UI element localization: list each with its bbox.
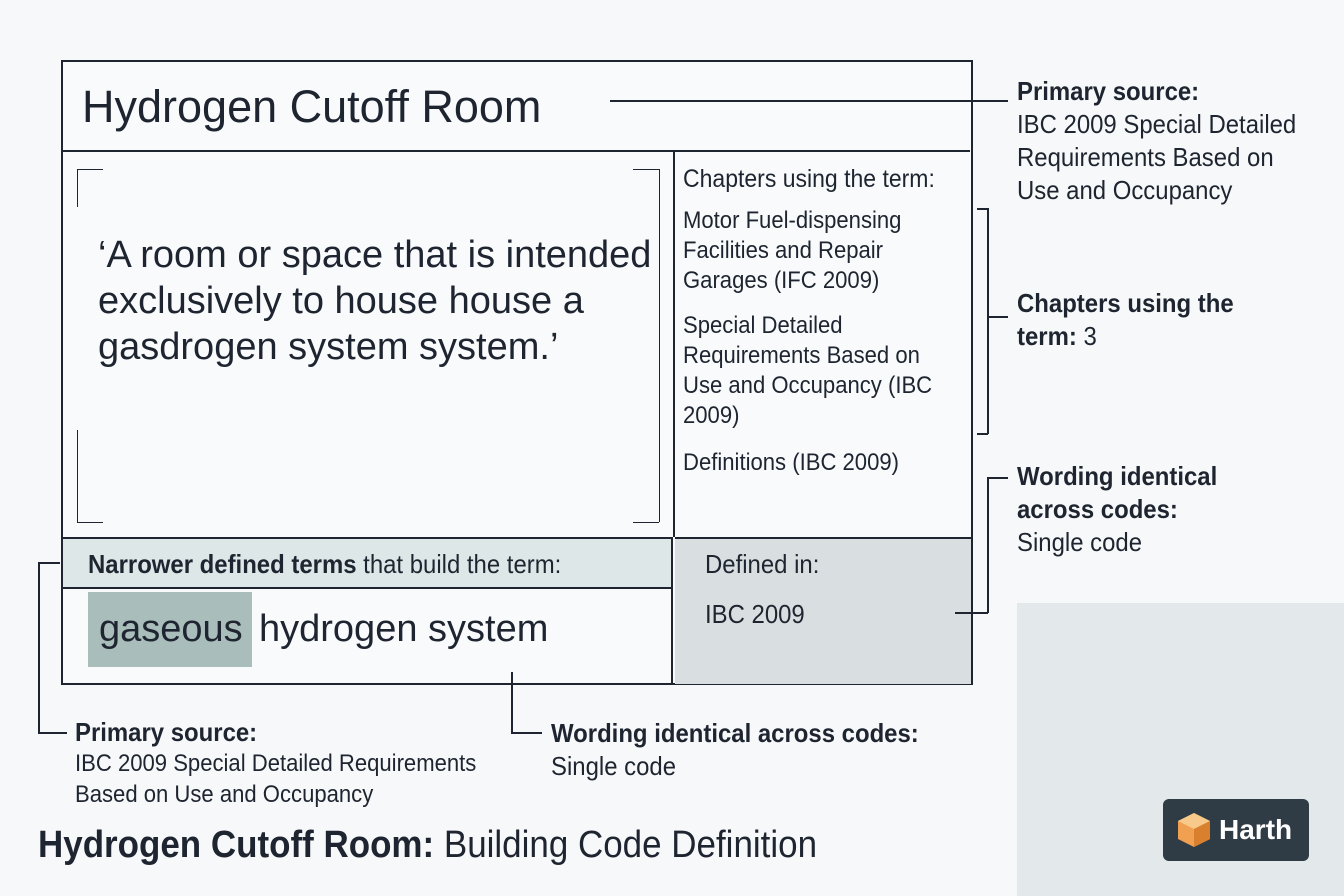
annotation-primary-source-bottom [75, 717, 476, 810]
bracket-top-right [633, 169, 659, 170]
chapters-label: Chapters using the term: [683, 165, 935, 193]
footer-caption [38, 823, 817, 867]
term-title: Hydrogen Cutoff Room [82, 81, 542, 132]
annotation-line: Requirements Based on [1017, 142, 1274, 172]
definition-card [61, 60, 973, 685]
connector-chapters-v [987, 208, 989, 434]
narrower-terms-label [63, 537, 673, 589]
narrower-terms-value [63, 589, 673, 684]
annotation-line: Use and Occupancy [1017, 175, 1233, 205]
connector-title [610, 100, 1008, 102]
annotation-primary-source-right [1017, 75, 1296, 207]
annotation-chapters-count [1017, 287, 1234, 353]
annotation-heading: across codes: [1017, 494, 1178, 524]
defined-in-cell [675, 537, 971, 684]
bracket-top-left [77, 169, 103, 170]
bracket-top-left-v [77, 169, 78, 207]
annotation-heading: Primary source: [75, 717, 258, 747]
definition-text: ‘A room or space that is intended exclusively to house house a gasdrogen system system.’ [98, 234, 652, 368]
annotation-wording-bottom [551, 717, 919, 783]
bracket-bottom-right-h [633, 522, 659, 523]
annotation-wording-right [1017, 460, 1217, 559]
annotation-heading: Wording identical [1017, 461, 1218, 491]
connector-chapters-out [987, 316, 1008, 318]
annotation-heading: term: [1017, 321, 1077, 351]
annotation-heading: Primary source: [1017, 76, 1200, 106]
bracket-top-right-v [659, 169, 660, 522]
chapter-item: Motor Fuel-dispensing Facilities and Repair Garages (IFC 2009) [683, 207, 902, 294]
annotation-heading: Wording identical across codes: [551, 718, 919, 748]
chapter-item: Definitions (IBC 2009) [683, 449, 899, 476]
annotation-value: Single code [1017, 527, 1143, 557]
annotation-value: Single code [551, 751, 677, 781]
highlighted-term[interactable]: gaseous [99, 608, 243, 650]
chapter-item: Special Detailed Requirements Based on Use and Occupancy (IBC 2009) [683, 312, 933, 429]
narrower-label-bold: Narrower defined terms [88, 549, 357, 579]
definition-cell [63, 152, 675, 537]
footer-bold: Hydrogen Cutoff Room: [38, 824, 435, 866]
cube-icon [1175, 811, 1213, 849]
footer-rest: Building Code Definition [443, 824, 818, 866]
connector-narrow-bottom [38, 732, 67, 734]
harth-logo[interactable] [1163, 799, 1309, 861]
chapters-cell [675, 152, 971, 537]
connector-wording-h [511, 732, 542, 734]
defined-in-label: Defined in: [705, 549, 820, 579]
annotation-line: IBC 2009 Special Detailed [1017, 109, 1297, 139]
narrower-term-rest: hydrogen system [259, 608, 549, 650]
annotation-heading: Chapters using the [1017, 288, 1234, 318]
connector-chapters-bottom [977, 433, 988, 435]
annotation-line: Based on Use and Occupancy [75, 781, 374, 808]
annotation-line: IBC 2009 Special Detailed Requirements [75, 750, 477, 777]
title-row [63, 62, 970, 152]
narrower-label-rest: that build the term: [356, 549, 562, 579]
logo-text: Harth [1219, 814, 1293, 845]
bracket-bottom-left-h [77, 522, 103, 523]
connector-defined-in-v [987, 477, 989, 613]
connector-wording-v [511, 672, 513, 733]
connector-narrow-top [38, 562, 60, 564]
connector-narrow-v [38, 562, 40, 733]
defined-in-value: IBC 2009 [705, 599, 805, 629]
connector-defined-in-top [987, 477, 1008, 479]
annotation-value: 3 [1083, 321, 1097, 351]
connector-defined-in [955, 612, 988, 614]
bracket-bottom-left [77, 430, 78, 522]
